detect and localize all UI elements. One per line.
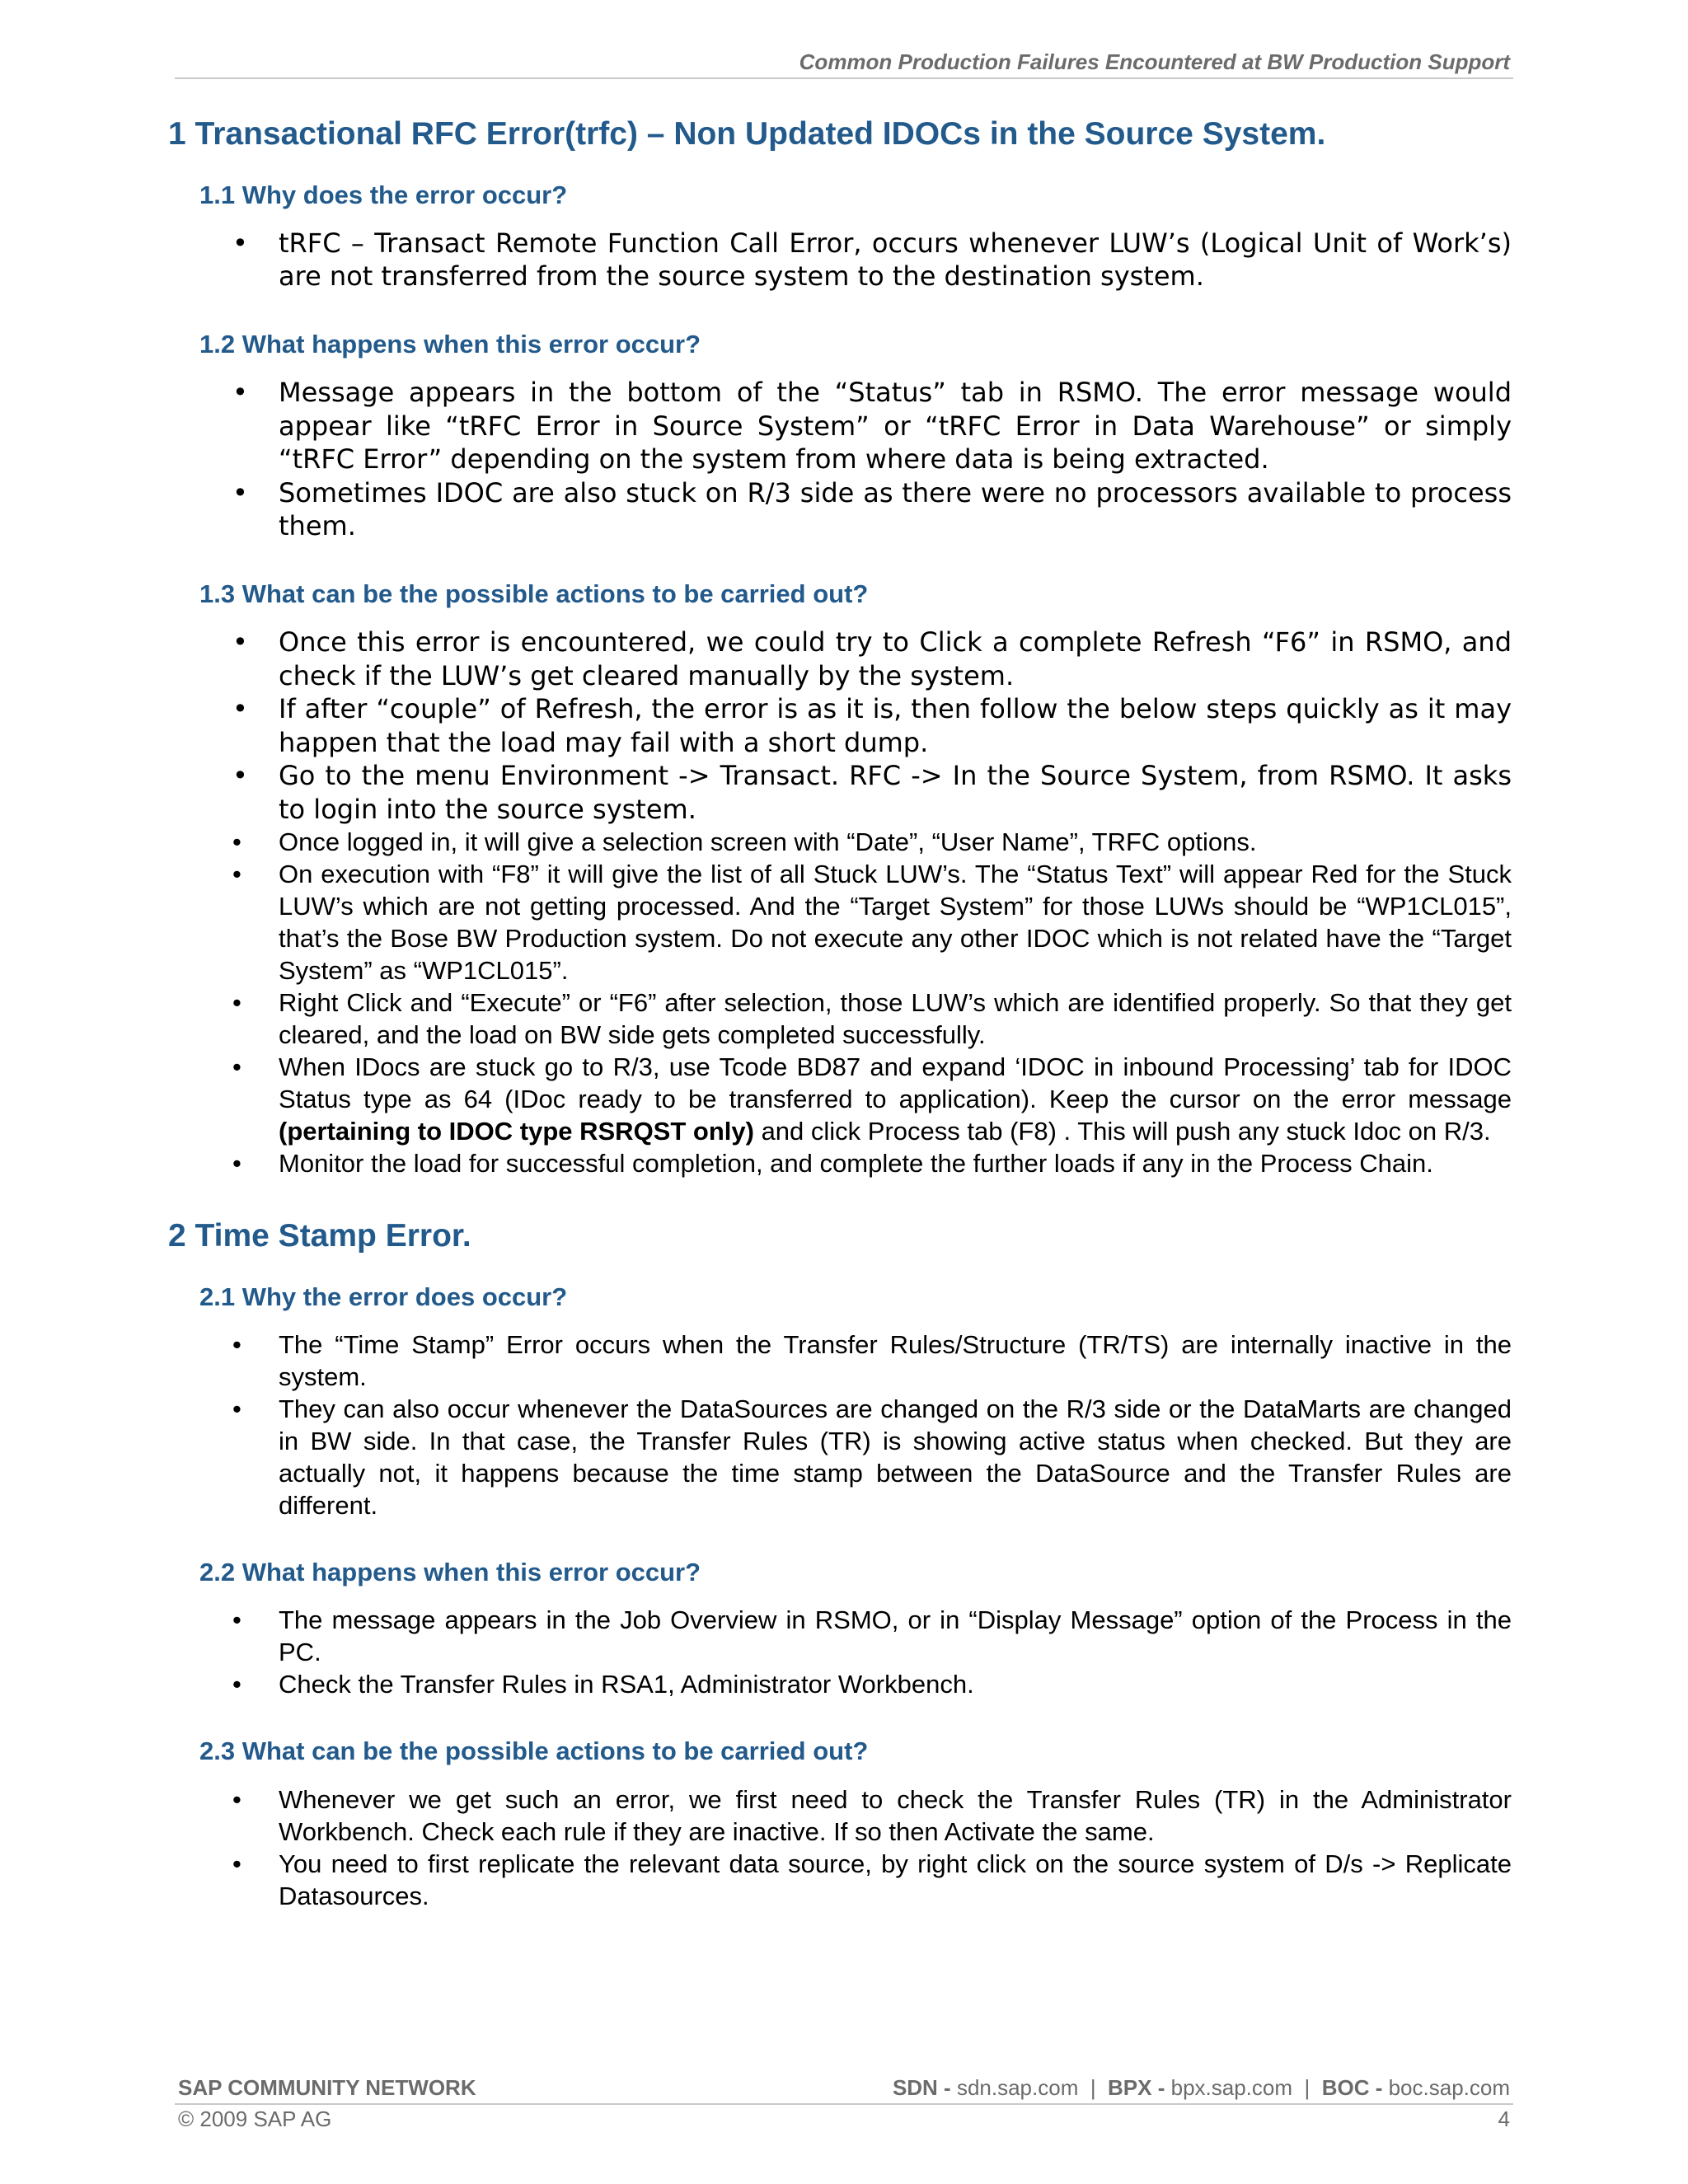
section-heading: 1 Transactional RFC Error(trfc) – Non Updated IDOCs in the Source System.: [168, 116, 1326, 152]
list-item: • Sometimes IDOC are also stuck on R/3 side as there were no processors available to process them.: [232, 476, 1512, 542]
list-item: • The message appears in the Job Overview in RSMO, or in “Display Message” option of the Process in the PC.: [232, 1605, 1512, 1667]
list-item: • If after “couple” of Refresh, the error is as it is, then follow the below steps quickly as it may happen that the load may fail with a short dump.: [232, 693, 1512, 758]
bpx-link[interactable]: bpx.sap.com: [1170, 2075, 1293, 2100]
bullet-icon: •: [232, 1784, 241, 1814]
page-header: [175, 46, 1513, 79]
bullet-icon: •: [232, 377, 248, 409]
bullet-icon: •: [232, 827, 241, 857]
footer-links: SDN - sdn.sap.com | BPX - bpx.sap.com | BOC - boc.sap.com: [892, 2075, 1510, 2100]
list-item: • Once this error is encountered, we could try to Click a complete Refresh “F6” in RSMO, and check if the LUW’s get cleared manually by the system.: [232, 626, 1512, 691]
bullet-list: [168, 227, 1512, 293]
subsection-heading: 2.2 What happens when this error occur?: [199, 1558, 701, 1587]
list-item: • Go to the menu Environment -> Transact. RFC -> In the Source System, from RSMO. It asks to login into the source system.: [232, 760, 1512, 825]
page-number: 4: [1498, 2107, 1510, 2131]
list-item: • Check the Transfer Rules in RSA1, Administrator Workbench.: [232, 1670, 974, 1699]
copyright-notice: © 2009 SAP AG: [178, 2107, 332, 2131]
footer-network-name: SAP COMMUNITY NETWORK: [178, 2075, 476, 2100]
bullet-list: [168, 1783, 1512, 1912]
bullet-icon: •: [232, 1052, 241, 1082]
bullet-icon: •: [232, 1149, 241, 1179]
list-item: • They can also occur whenever the DataSources are changed on the R/3 side or the DataMarts are changed in BW side. In that case, the Transfer Rules (TR) is showing active status when checked. But they are actually not, it happens because the time stamp between the DataSource and the Transfer Rules are different.: [232, 1394, 1512, 1521]
subsection-heading: 2.3 What can be the possible actions to be carried out?: [199, 1736, 869, 1766]
subsection-heading: 2.1 Why the error does occur?: [199, 1282, 568, 1311]
list-item: • Monitor the load for successful completion, and complete the further loads if any in the Process Chain.: [232, 1149, 1433, 1179]
subsection-heading: 1.2 What happens when this error occur?: [199, 329, 701, 359]
bullet-list: [168, 376, 1512, 543]
bullet-icon: •: [232, 626, 248, 658]
bullet-icon: •: [232, 1849, 241, 1878]
bullet-list: [168, 1604, 1512, 1700]
list-item: • Once logged in, it will give a selection screen with “Date”, “User Name”, TRFC options.: [232, 827, 1257, 857]
list-item: • The “Time Stamp” Error occurs when the Transfer Rules/Structure (TR/TS) are internally inactive in the system.: [232, 1330, 1512, 1392]
bullet-icon: •: [232, 1330, 241, 1360]
bullet-icon: •: [232, 760, 248, 792]
boc-link[interactable]: boc.sap.com: [1388, 2075, 1510, 2100]
bullet-icon: •: [232, 227, 248, 259]
list-item: • When IDocs are stuck go to R/3, use Tcode BD87 and expand ‘IDOC in inbound Processing’ tab for IDOC Status type as 64 (IDoc ready to be transferred to application). Keep the cursor on the error message (pertaining to IDOC type RSRQST only) and click Process tab (F8) . This will push any stuck Idoc on R/3.: [232, 1052, 1512, 1146]
section-heading: 2 Time Stamp Error.: [168, 1218, 471, 1254]
list-item: • Message appears in the bottom of the “Status” tab in RSMO. The error message would appear like “tRFC Error in Source System” or “tRFC Error in Data Warehouse” or simply “tRFC Error” depending on the system from where data is being extracted.: [232, 377, 1512, 476]
bullet-list: [168, 1329, 1512, 1521]
subsection-heading: 1.3 What can be the possible actions to be carried out?: [199, 579, 869, 608]
document-body: [168, 114, 1512, 1912]
list-item: • Whenever we get such an error, we first need to check the Transfer Rules (TR) in the Administrator Workbench. Check each rule if they are inactive. If so then Activate the same.: [232, 1784, 1512, 1846]
bullet-icon: •: [232, 988, 241, 1018]
bold-emphasis: (pertaining to IDOC type RSRQST only): [279, 1117, 754, 1146]
bullet-list: [168, 626, 1512, 1179]
bullet-icon: •: [232, 1670, 241, 1699]
page-footer: [175, 2074, 1513, 2135]
document-running-title: Common Production Failures Encountered at BW Production Support: [799, 49, 1510, 74]
bullet-icon: •: [232, 693, 248, 725]
subsection-heading: 1.1 Why does the error occur?: [199, 180, 568, 209]
list-item: • On execution with “F8” it will give the list of all Stuck LUW’s. The “Status Text” will appear Red for the Stuck LUW’s which are not getting processed. And the “Target System” for those LUWs should be “WP1CL015”, that’s the Bose BW Production system. Do not execute any other IDOC which is not related have the “Target System” as “WP1CL015”.: [232, 860, 1512, 986]
bullet-icon: •: [232, 476, 248, 509]
bullet-icon: •: [232, 1394, 241, 1424]
list-item: • You need to first replicate the relevant data source, by right click on the source system of D/s -> Replicate Datasources.: [232, 1849, 1512, 1910]
bullet-icon: •: [232, 860, 241, 889]
sdn-link[interactable]: sdn.sap.com: [956, 2075, 1079, 2100]
list-item: • Right Click and “Execute” or “F6” after selection, those LUW’s which are identified properly. So that they get cleared, and the load on BW side gets completed successfully.: [232, 988, 1512, 1050]
bullet-icon: •: [232, 1605, 241, 1635]
list-item: • tRFC – Transact Remote Function Call Error, occurs whenever LUW’s (Logical Unit of Work’s) are not transferred from the source system to the destination system.: [232, 227, 1512, 293]
